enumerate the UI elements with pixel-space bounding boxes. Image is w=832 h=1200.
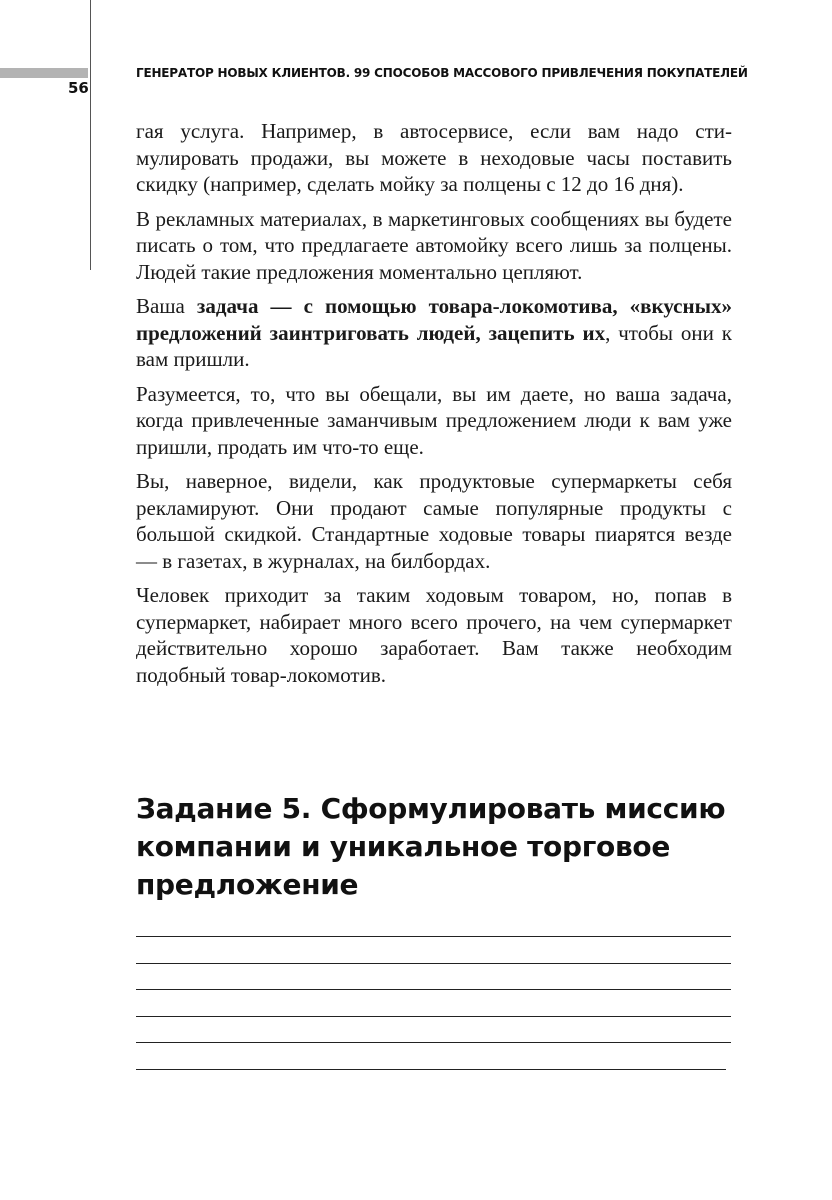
paragraph-3-end: , чтобы они к вам пришли.	[136, 320, 732, 371]
paragraph-4: Разумеется, то, что вы обещали, вы им даете, но ваша задача, когда привлеченные заманчивым предложением люди к вам уже пришли, продать им что-то еще.	[136, 381, 732, 459]
page-number: 56	[68, 79, 89, 97]
answer-line[interactable]	[136, 1016, 731, 1017]
answer-line[interactable]	[136, 936, 731, 937]
margin-rule	[90, 0, 91, 270]
answer-line[interactable]	[136, 1042, 731, 1043]
task-heading: Задание 5. Сформулировать миссию компании и уникальное торговое предложение	[136, 792, 726, 901]
answer-line[interactable]	[136, 1069, 726, 1070]
answer-line[interactable]	[136, 963, 731, 964]
paragraph-2: В рекламных материалах, в маркетинговых сообщениях вы будете писать о том, что предлагаете автомойку всего лишь за полцены. Людей такие предложения моментально цепляют.	[136, 206, 732, 284]
paragraph-3-bold: задача — с помощью товара-локомотива, «вкусных» предложений заинтриговать людей, зацепить их	[136, 294, 732, 345]
paragraph-6: Человек приходит за таким ходовым товаром, но, попав в супермаркет, набирает много всего прочего, на чем супермаркет действительно хорошо заработает. Вам также необходим подобный товар-локомотив.	[136, 583, 732, 687]
paragraph-3	[136, 293, 732, 373]
paragraph-3-start: Ваша	[136, 294, 197, 318]
answer-line[interactable]	[136, 989, 731, 990]
body-text	[136, 118, 732, 696]
running-head: ГЕНЕРАТОР НОВЫХ КЛИЕНТОВ. 99 СПОСОБОВ МАССОВОГО ПРИВЛЕЧЕНИЯ ПОКУПАТЕЛЕЙ	[136, 66, 748, 80]
paragraph-5: Вы, наверное, видели, как продуктовые супермаркеты себя рекламируют. Они продают самые популярные продукты с большой скидкой. Стандартные ходовые товары пиарятся везде — в газетах, в журналах, на билбордах.	[136, 469, 732, 573]
answer-lines[interactable]	[136, 936, 731, 1095]
page-tab-bar	[0, 68, 88, 78]
paragraph-1: гая услуга. Например, в автосервисе, если вам надо стимулировать продажи, вы можете в неходовые часы поставить скидку (например, сделать мойку за полцены с 12 до 16 дня).	[136, 119, 732, 196]
